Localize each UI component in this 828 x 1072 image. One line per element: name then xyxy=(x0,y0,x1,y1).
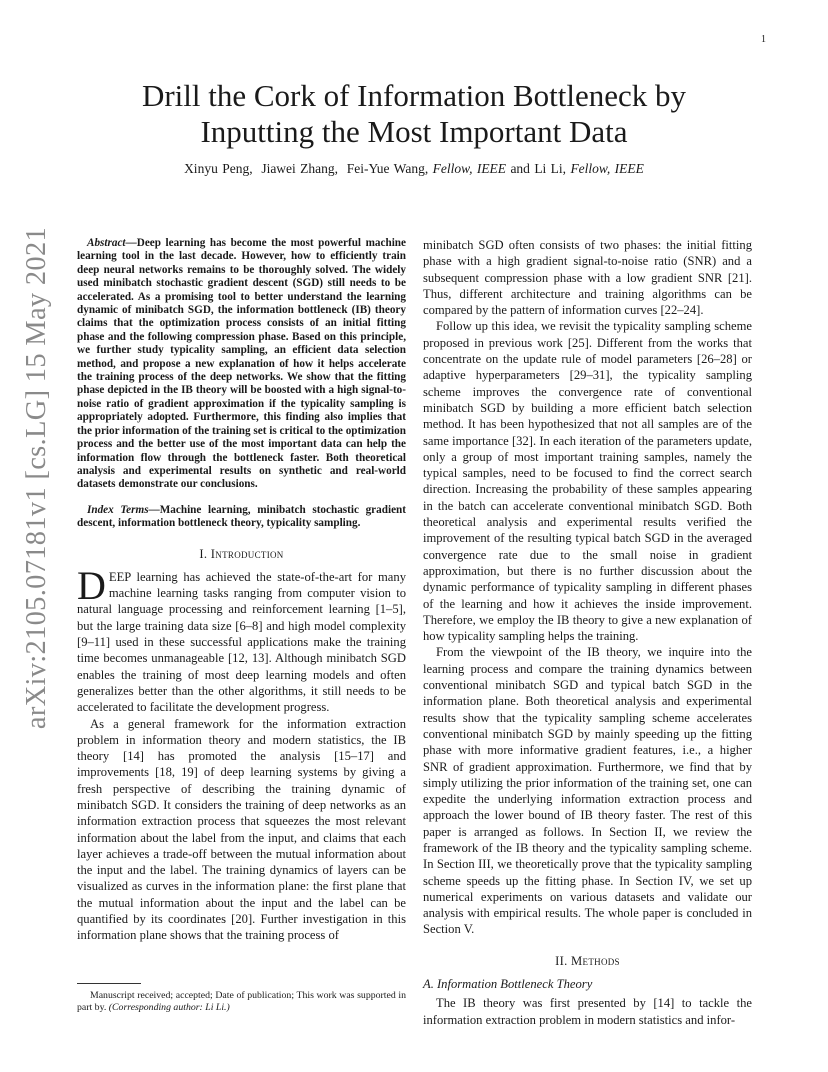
author-name: Fei-Yue Wang, xyxy=(346,161,429,176)
footnote-corresponding-author: (Corresponding author: Li Li.) xyxy=(108,1002,230,1013)
arxiv-identifier-stamp: arXiv:2105.07181v1 [cs.LG] 15 May 2021 xyxy=(21,226,52,730)
right-paragraph-1: minibatch SGD often consists of two phases: the initial fitting phase with a high gradient signal-to-noise ratio (SNR) and a subsequent compression phase with a low gradient SNR [21]. Thus, different architecture and training algorithms can be compared by the pattern of information curves [22–24]. xyxy=(423,238,752,318)
drop-cap: D xyxy=(77,562,106,608)
abstract-text: —Deep learning has become the most powerful machine learning tool in the last decade. However, how to efficiently train deep neural networks remains to be thoroughly solved. The widely used minibatch stochastic gradient descent (SGD) still needs to be accelerated. As a promising tool to better understand the learning dynamic of minibatch SGD, the information bottleneck (IB) theory claims that the optimization process consists of an initial fitting phase and the following compression phase. Based on this principle, we further study typicality sampling, an efficient data selection method, and propose a new explanation of how it helps accelerate the training process of the deep networks. We show that the fitting phase depicted in the IB theory will be boosted with a high signal-to-noise ratio of gradient approximation if the typicality sampling is appropriately adopted. Furthermore, this finding also implies that the prior information of the training set is critical to the optimization process and the better use of the most important data can help the information flow through the bottleneck faster. Both theoretical analysis and experimental results on synthetic and real-world datasets demonstrate our conclusions. xyxy=(77,237,406,491)
index-terms-label: Index Terms xyxy=(87,503,149,516)
intro-paragraph-1-text: EEP learning has achieved the state-of-the-art for many machine learning tasks ranging from computer vision to natural language processing and reinforcement learning [1–5], but the large training data size [6–8] and high model complexity [9–11] used in these successful applications make the training time becomes unmanageable [12, 13]. Although minibatch SGD enables the training of most deep learning models and often generalizes better than the other algorithms, it still needs to be accelerated to facilitate the development progress. xyxy=(77,569,406,715)
footnote-text: Manuscript received; accepted; Date of publication; This work was supported in part by. xyxy=(77,990,406,1013)
author-role: Fellow, IEEE xyxy=(432,161,507,176)
footnote-rule xyxy=(77,983,141,984)
footnote-block xyxy=(77,983,406,1014)
section-title: Methods xyxy=(571,953,620,968)
abstract xyxy=(77,237,406,492)
intro-paragraph-2: As a general framework for the information extraction problem in information theory and modern statistics, the IB theory [14] has promoted the analysis [15–17] and improvements [18, 19] of deep learning systems by giving a fresh perspective of describing the training dynamic of minibatch SGD. It considers the training of deep networks as an information extraction process that squeezes the most relevant information about the label from the input, and claims that each layer achieves a trade-off between the mutual information about the input and the label. The training dynamics of layers can be visualized as curves in the information plane: the first plane that the mutual information about the input and the label can be quantified by its coordinates [20]. Further investigation in this information plane shows that the training process of xyxy=(77,716,406,943)
index-terms xyxy=(77,504,406,531)
author-list xyxy=(90,161,738,177)
intro-paragraph-1 xyxy=(77,562,406,716)
section-heading-methods xyxy=(423,953,752,969)
footnote xyxy=(77,990,406,1014)
right-paragraph-4: The IB theory was first presented by [14] to tackle the information extraction problem in modern statistics and infor- xyxy=(423,996,752,1027)
subsection-heading-ib-theory: A. Information Bottleneck Theory xyxy=(423,977,593,992)
right-paragraph-3: From the viewpoint of the IB theory, we inquire into the learning process and compare the training dynamics between conventional minibatch SGD and typical batch SGD in the information plane. Both theoretical analysis and experimental results show that the typicality sampling scheme accelerates conventional minibatch SGD by mainly speeding up the fitting phase with more informative gradient features, i.e., a higher SNR of gradient approximation. Furthermore, we find that by simply utilizing the prior information of the training set, one can expedite the underlying information extraction process and approach the lower bound of IB theory faster. The rest of this paper is arranged as follows. In Section II, we review the framework of the IB theory and the typicality sampling scheme. In Section III, we theoretically prove that the typicality sampling scheme speeds up the fitting phase. In Section IV, we set up numerical experiments on various datasets and validate our analysis with empirical results. The whole paper is concluded in Section V. xyxy=(423,645,752,937)
section-number: I. xyxy=(199,546,211,561)
section-heading-introduction xyxy=(77,546,406,562)
section-title: Introduction xyxy=(210,546,284,561)
author-name: Li Li, xyxy=(534,161,567,176)
abstract-label: Abstract xyxy=(87,237,126,249)
right-column xyxy=(423,237,752,1028)
section-number: II. xyxy=(555,953,572,968)
left-column xyxy=(77,237,406,1013)
author-name: Xinyu Peng, xyxy=(184,161,253,176)
author-role: Fellow, IEEE xyxy=(570,161,644,176)
author-name: Jiawei Zhang, xyxy=(261,161,339,176)
title-line-2: Inputting the Most Important Data xyxy=(200,114,628,149)
page-number: 1 xyxy=(761,34,766,45)
paper-title xyxy=(90,78,738,150)
author-conjunction: and xyxy=(510,161,530,176)
right-paragraph-2: Follow up this idea, we revisit the typicality sampling scheme proposed in previous work [25]. Different from the works that concentrate on the update rule of model parameters [26–28] or adaptive hyperparameters [29–31], the typicality sampling scheme improves the convergence rate of conventional minibatch SGD by building a more efficient batch selection method. It has been hypothesized that not all samples are of the same importance [32]. In each iteration of the parameters update, only a group of most important training samples, namely the typical samples, need to be focused to find the correct search direction. Increasing the probability of these samples appearing in the batch can accelerate conventional minibatch SGD. Both theoretical analysis and experimental results verified the improvement of the resulting typical batch SGD in the averaged convergence rate due to the small noise in gradient approximation, but there is no further discussion about the dynamic performance of typicality sampling in different phases of the learning and how it achieves the inside improvement. Therefore, we employ the IB theory to give a new explanation of how typicality sampling helps the training. xyxy=(423,319,752,644)
title-line-1: Drill the Cork of Information Bottleneck by xyxy=(141,78,687,113)
index-terms-text: —Machine learning, minibatch stochastic gradient descent, information bottleneck theory, typicality sampling. xyxy=(77,503,406,530)
